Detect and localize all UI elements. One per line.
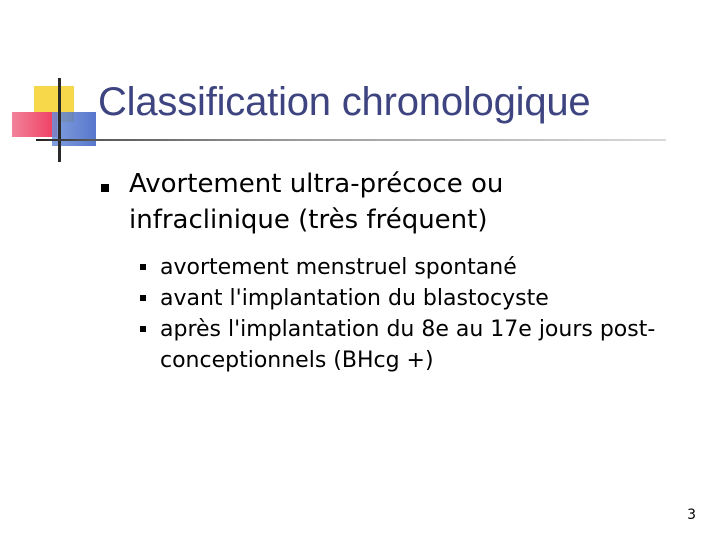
sub-bullet-text: avortement menstruel spontané: [160, 255, 517, 280]
bullet-square-icon: [140, 326, 146, 332]
sub-bullet-item: [140, 314, 670, 376]
sub-bullet-text: avant l'implantation du blastocyste: [160, 286, 549, 311]
sub-bullet-text: après l'implantation du 8e au 17e jours post-conceptionnels (BHcg +): [160, 317, 656, 373]
logo-pink-square: [12, 112, 57, 137]
bullet-square-icon: [140, 295, 146, 301]
sub-bullet-item: [140, 252, 670, 283]
page-number: 3: [687, 507, 696, 523]
slide-title: Classification chronologique: [98, 80, 591, 124]
bullet-square-icon: [140, 264, 146, 270]
sub-bullet-list: [140, 252, 670, 376]
sub-bullet-item: [140, 283, 670, 314]
title-underline: [36, 139, 666, 141]
bullet-square-icon: [101, 184, 109, 192]
main-bullet-text: Avortement ultra-précoce ou infraclinique (très fréquent): [129, 169, 504, 235]
title-logo-icon: [0, 0, 100, 170]
logo-vertical-line: [58, 78, 61, 162]
